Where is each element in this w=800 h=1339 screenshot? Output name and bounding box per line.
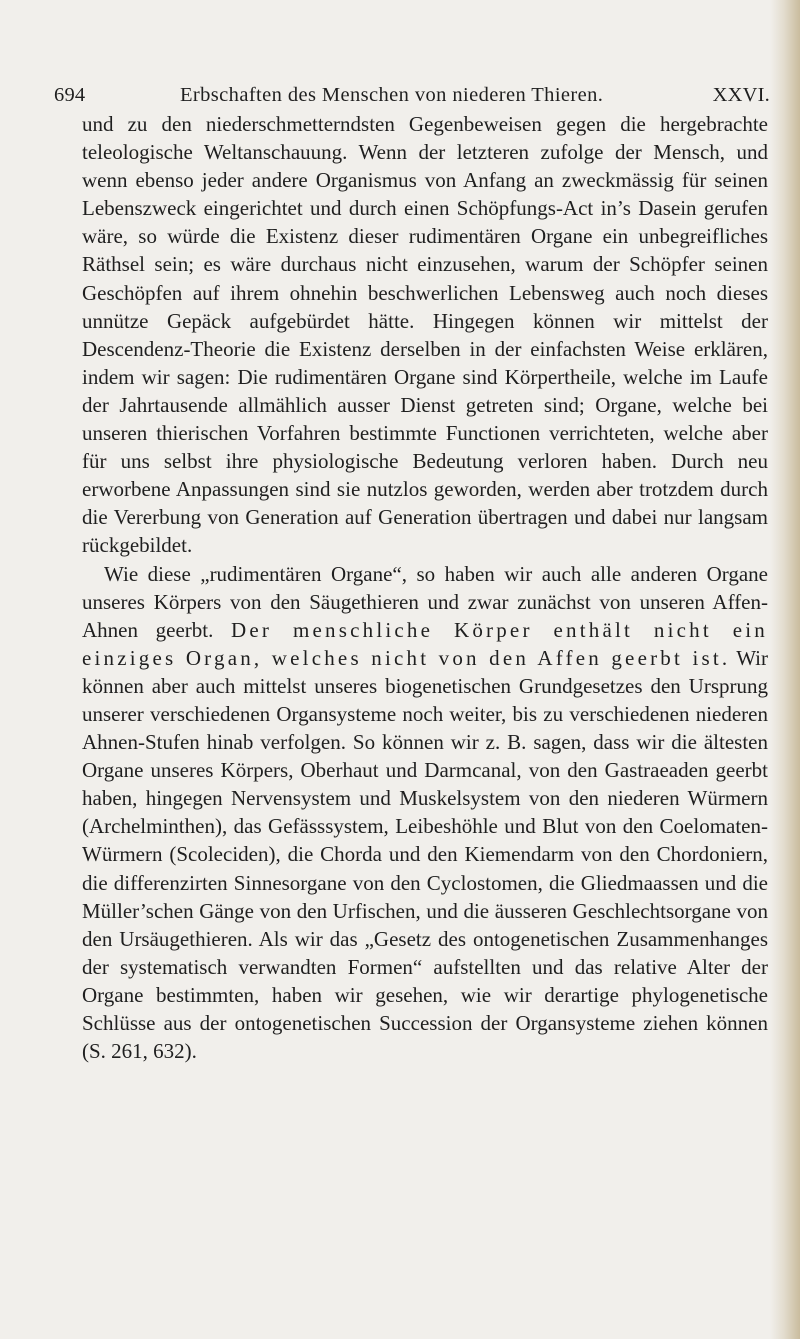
page-number: 694 bbox=[54, 84, 86, 106]
body-text bbox=[82, 110, 768, 1065]
page-header bbox=[54, 80, 770, 110]
running-title: Erbschaften des Menschen von niederen Thieren. bbox=[180, 84, 604, 106]
paragraph-2-emphasis: Der menschliche Körper enthält nicht ein einziges Organ, welches nicht von den Affen geerbt ist. bbox=[82, 617, 769, 670]
paragraph-2-text-after: Wir können aber auch mittelst unseres biogenetischen Grundgesetzes den Ursprung unserer verschiedenen Organsysteme noch weiter, bis zu verschiedenen niederen Ahnen-Stufen hinab verfolgen. So können wir z. B. sagen, dass wir die ältesten Organe unseres Körpers, Oberhaut und Darmcanal, von den Gastraeaden geerbt haben, hingegen Nervensystem und Muskelsystem von den niederen Würmern (Archelminthen), das Gefässsystem, Leibeshöhle und Blut von den Coelomaten-Würmern (Scoleciden), die Chorda und den Kiemendarm von den Chordoniern, die differenzirten Sinnesorgane von den Cyclostomen, die Gliedmaassen und die Müller’schen Gänge von den Urfischen, und die äusseren Geschlechtsorgane von den Ursäugethieren. Als wir das „Gesetz des ontogenetischen Zusammenhanges der systematisch verwandten Formen“ aufstellten und das relative Alter der Organe bestimmten, haben wir gesehen, wie wir derartige phylogenetische Schlüsse aus der ontogenetischen Succession der Organsysteme ziehen können (S. 261, 632). bbox=[82, 645, 768, 1064]
page-edge-shadow bbox=[770, 0, 800, 1339]
chapter-number: XXVI. bbox=[712, 84, 770, 106]
paragraph-2-text-before: Wie diese „rudimentären Organe“, so haben wir auch alle anderen Organe unseres Körpers von den Säugethieren und zwar zunächst von unseren Affen-Ahnen geerbt. bbox=[82, 561, 768, 642]
paragraph-2 bbox=[82, 560, 768, 1066]
paragraph-1: und zu den niederschmetterndsten Gegenbeweisen gegen die hergebrachte teleologische Weltanschauung. Wenn der letzteren zufolge der Mensch, und wenn ebenso jeder andere Organismus von Anfang an zweckmässig für seinen Lebenszweck eingerichtet und durch einen Schöpfungs-Act in’s Dasein gerufen wäre, so würde die Existenz dieser rudimentären Organe ein unbegreifliches Räthsel sein; es wäre durchaus nicht einzusehen, warum der Schöpfer seinen Geschöpfen auf ihrem ohnehin beschwerlichen Lebensweg auch noch dieses unnütze Gepäck aufgebürdet hätte. Hingegen können wir mittelst der Descendenz-Theorie die Existenz derselben in der einfachsten Weise erklären, indem wir sagen: Die rudimentären Organe sind Körpertheile, welche im Laufe der Jahrtausende allmählich ausser Dienst getreten sind; Organe, welche bei unseren thierischen Vorfahren bestimmte Functionen verrichteten, welche aber für uns selbst ihre physiologische Bedeutung verloren haben. Durch neu erworbene Anpassungen sind sie nutzlos geworden, werden aber trotzdem durch die Vererbung von Generation auf Generation übertragen und dabei nur langsam rückgebildet. bbox=[82, 112, 768, 558]
